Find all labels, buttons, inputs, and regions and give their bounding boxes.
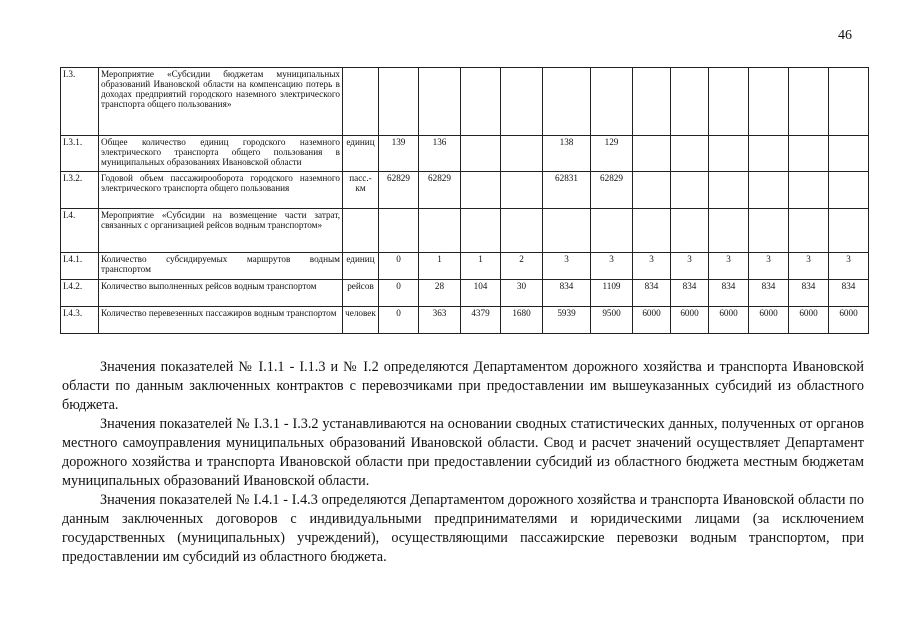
value-cell: 3 bbox=[633, 253, 671, 280]
indicators-table bbox=[60, 67, 869, 334]
indicator-name-cell: Мероприятие «Субсидии на возмещение части затрат, связанных с организацией рейсов водным транспортом» bbox=[99, 209, 343, 253]
indicator-name-cell: Годовой объем пассажирооборота городского наземного электрического транспорта общего пользования bbox=[99, 172, 343, 209]
row-number-cell: I.4.1. bbox=[61, 253, 99, 280]
value-cell bbox=[749, 209, 789, 253]
value-cell bbox=[749, 172, 789, 209]
row-number-cell: I.4.3. bbox=[61, 307, 99, 334]
value-cell: 834 bbox=[709, 280, 749, 307]
value-cell bbox=[633, 172, 671, 209]
value-cell: 30 bbox=[501, 280, 543, 307]
value-cell: 129 bbox=[591, 136, 633, 172]
value-cell bbox=[543, 68, 591, 136]
value-cell bbox=[709, 172, 749, 209]
value-cell: 28 bbox=[419, 280, 461, 307]
value-cell: 3 bbox=[671, 253, 709, 280]
value-cell bbox=[591, 209, 633, 253]
value-cell: 1109 bbox=[591, 280, 633, 307]
value-cell: 1680 bbox=[501, 307, 543, 334]
value-cell: 834 bbox=[829, 280, 869, 307]
value-cell: 5939 bbox=[543, 307, 591, 334]
value-cell bbox=[419, 209, 461, 253]
value-cell: 9500 bbox=[591, 307, 633, 334]
unit-cell: рейсов bbox=[343, 280, 379, 307]
value-cell bbox=[709, 136, 749, 172]
value-cell bbox=[671, 68, 709, 136]
value-cell bbox=[461, 209, 501, 253]
value-cell bbox=[789, 136, 829, 172]
value-cell bbox=[789, 209, 829, 253]
row-number-cell: I.4.2. bbox=[61, 280, 99, 307]
value-cell: 6000 bbox=[633, 307, 671, 334]
table-row bbox=[61, 136, 869, 172]
value-cell bbox=[829, 136, 869, 172]
value-cell: 62829 bbox=[419, 172, 461, 209]
indicator-name-cell: Общее количество единиц городского наземного электрического транспорта общего пользования в муниципальных образованиях Ивановской области bbox=[99, 136, 343, 172]
value-cell: 6000 bbox=[829, 307, 869, 334]
row-number-cell: I.4. bbox=[61, 209, 99, 253]
value-cell: 1 bbox=[419, 253, 461, 280]
value-cell bbox=[671, 209, 709, 253]
unit-cell: человек bbox=[343, 307, 379, 334]
value-cell: 834 bbox=[789, 280, 829, 307]
value-cell: 139 bbox=[379, 136, 419, 172]
value-cell: 834 bbox=[671, 280, 709, 307]
value-cell: 6000 bbox=[789, 307, 829, 334]
value-cell bbox=[633, 68, 671, 136]
note-paragraph: Значения показателей № I.3.1 - I.3.2 устанавливаются на основании сводных статистических данных, полученных от органов местного самоуправления муниципальных образований Ивановской области. Свод и расчет значений осуществляет Департамент дорожного хозяйства и транспорта Ивановской области при предоставлении субсидий из областного бюджета местным бюджетам муниципальных образований Ивановской области. bbox=[62, 416, 864, 489]
value-cell bbox=[461, 172, 501, 209]
indicator-name-cell: Мероприятие «Субсидии бюджетам муниципальных образований Ивановской области на компенсацию потерь в доходах предприятий городского наземного электрического транспорта общего пользования» bbox=[99, 68, 343, 136]
value-cell bbox=[829, 68, 869, 136]
value-cell bbox=[461, 136, 501, 172]
value-cell bbox=[829, 172, 869, 209]
value-cell: 363 bbox=[419, 307, 461, 334]
table-row bbox=[61, 280, 869, 307]
value-cell: 3 bbox=[591, 253, 633, 280]
value-cell: 138 bbox=[543, 136, 591, 172]
value-cell: 6000 bbox=[709, 307, 749, 334]
indicator-name-cell: Количество выполненных рейсов водным транспортом bbox=[99, 280, 343, 307]
value-cell bbox=[379, 68, 419, 136]
unit-cell bbox=[343, 68, 379, 136]
value-cell bbox=[501, 68, 543, 136]
table-row bbox=[61, 68, 869, 136]
value-cell bbox=[749, 136, 789, 172]
indicator-name-cell: Количество субсидируемых маршрутов водным транспортом bbox=[99, 253, 343, 280]
value-cell bbox=[501, 136, 543, 172]
table-body bbox=[61, 68, 869, 334]
table-row bbox=[61, 253, 869, 280]
value-cell: 0 bbox=[379, 253, 419, 280]
notes-section bbox=[62, 358, 864, 567]
value-cell bbox=[829, 209, 869, 253]
row-number-cell: I.3.2. bbox=[61, 172, 99, 209]
value-cell bbox=[789, 68, 829, 136]
value-cell: 104 bbox=[461, 280, 501, 307]
value-cell: 0 bbox=[379, 307, 419, 334]
value-cell: 62829 bbox=[591, 172, 633, 209]
value-cell: 3 bbox=[829, 253, 869, 280]
value-cell bbox=[591, 68, 633, 136]
value-cell bbox=[501, 209, 543, 253]
note-paragraph: Значения показателей № I.1.1 - I.1.3 и № I.2 определяются Департаментом дорожного хозяйства и транспорта Ивановской области по данным заключенных контрактов с перевозчиками при предоставлении им вышеуказанных субсидий из областного бюджета. bbox=[62, 359, 864, 413]
value-cell: 834 bbox=[749, 280, 789, 307]
value-cell bbox=[633, 209, 671, 253]
value-cell bbox=[671, 136, 709, 172]
indicator-name-cell: Количество перевезенных пассажиров водным транспортом bbox=[99, 307, 343, 334]
value-cell: 3 bbox=[789, 253, 829, 280]
value-cell bbox=[709, 209, 749, 253]
value-cell bbox=[543, 209, 591, 253]
value-cell bbox=[749, 68, 789, 136]
value-cell: 3 bbox=[543, 253, 591, 280]
row-number-cell: I.3.1. bbox=[61, 136, 99, 172]
table-row bbox=[61, 172, 869, 209]
unit-cell: пасс.-км bbox=[343, 172, 379, 209]
value-cell: 2 bbox=[501, 253, 543, 280]
value-cell: 3 bbox=[749, 253, 789, 280]
table-row bbox=[61, 307, 869, 334]
unit-cell bbox=[343, 209, 379, 253]
value-cell: 834 bbox=[633, 280, 671, 307]
value-cell: 136 bbox=[419, 136, 461, 172]
value-cell: 3 bbox=[709, 253, 749, 280]
unit-cell: единиц bbox=[343, 253, 379, 280]
value-cell bbox=[461, 68, 501, 136]
value-cell: 62829 bbox=[379, 172, 419, 209]
value-cell bbox=[709, 68, 749, 136]
value-cell: 6000 bbox=[749, 307, 789, 334]
note-paragraph: Значения показателей № I.4.1 - I.4.3 определяются Департаментом дорожного хозяйства и транспорта Ивановской области по данным заключенных договоров с индивидуальными предпринимателями и юридическими лицами (за исключением государственных (муниципальных) учреждений), осуществляющими пассажирские перевозки водным транспортом, при предоставлении им субсидий из областного бюджета. bbox=[62, 492, 864, 565]
value-cell: 6000 bbox=[671, 307, 709, 334]
value-cell bbox=[671, 172, 709, 209]
unit-cell: единиц bbox=[343, 136, 379, 172]
value-cell bbox=[633, 136, 671, 172]
value-cell: 1 bbox=[461, 253, 501, 280]
value-cell bbox=[501, 172, 543, 209]
table-row bbox=[61, 209, 869, 253]
page-number: 46 bbox=[838, 28, 852, 43]
value-cell: 62831 bbox=[543, 172, 591, 209]
value-cell bbox=[379, 209, 419, 253]
value-cell bbox=[789, 172, 829, 209]
row-number-cell: I.3. bbox=[61, 68, 99, 136]
value-cell bbox=[419, 68, 461, 136]
value-cell: 4379 bbox=[461, 307, 501, 334]
value-cell: 0 bbox=[379, 280, 419, 307]
value-cell: 834 bbox=[543, 280, 591, 307]
